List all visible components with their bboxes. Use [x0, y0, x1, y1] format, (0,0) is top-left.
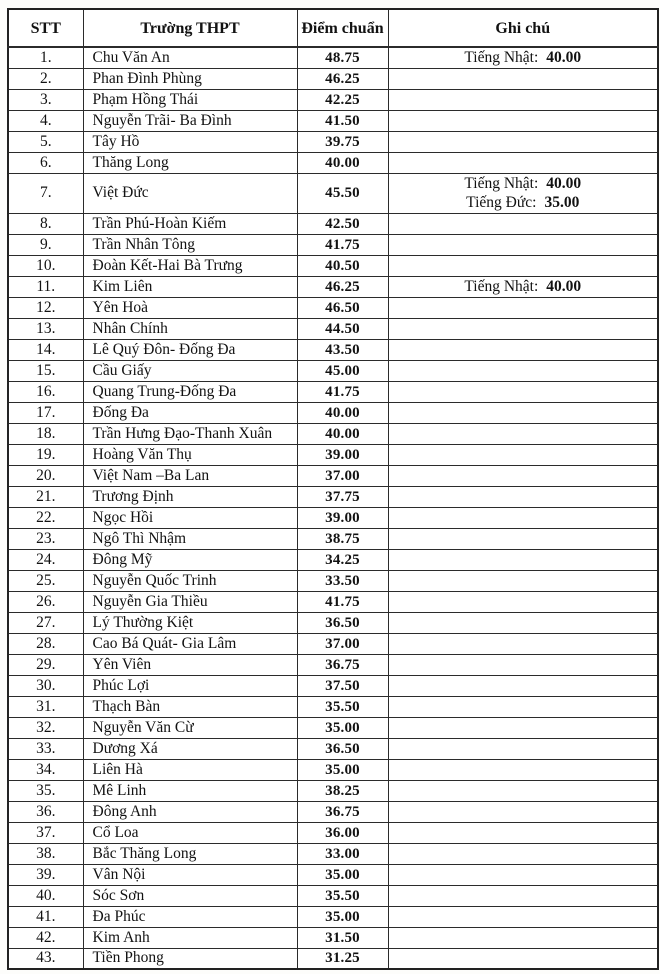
- table-row: [8, 131, 658, 152]
- cell-school: Quang Trung-Đống Đa: [83, 381, 297, 402]
- cell-score: 38.75: [297, 528, 388, 549]
- cell-school: Liên Hà: [83, 759, 297, 780]
- cell-school: Trần Phú-Hoàn Kiếm: [83, 213, 297, 234]
- cell-stt: 41.: [8, 906, 83, 927]
- table-row: [8, 612, 658, 633]
- cell-note: [388, 360, 658, 381]
- cell-note: [388, 213, 658, 234]
- table-body: [8, 47, 658, 969]
- cell-note: [388, 465, 658, 486]
- column-header-school: Trường THPT: [83, 9, 297, 47]
- cell-stt: 7.: [8, 173, 83, 213]
- cell-score: 39.00: [297, 507, 388, 528]
- cell-school: Nguyễn Văn Cừ: [83, 717, 297, 738]
- cell-note: [388, 864, 658, 885]
- cell-stt: 19.: [8, 444, 83, 465]
- cell-score: 45.50: [297, 173, 388, 213]
- cell-note: [388, 507, 658, 528]
- table-row: [8, 276, 658, 297]
- cell-note: [388, 570, 658, 591]
- cell-score: 33.00: [297, 843, 388, 864]
- note-line: [391, 48, 656, 67]
- table-row: [8, 255, 658, 276]
- cell-note: [388, 738, 658, 759]
- note-value: 40.00: [546, 278, 582, 295]
- admission-scores-table: [7, 8, 659, 970]
- cell-stt: 2.: [8, 68, 83, 89]
- table-row: [8, 927, 658, 948]
- cell-note: [388, 927, 658, 948]
- cell-stt: 6.: [8, 152, 83, 173]
- cell-stt: 21.: [8, 486, 83, 507]
- cell-note: [388, 173, 658, 213]
- cell-stt: 20.: [8, 465, 83, 486]
- note-label: Tiếng Nhật:: [464, 278, 539, 295]
- cell-stt: 11.: [8, 276, 83, 297]
- table-row: [8, 864, 658, 885]
- cell-school: Cao Bá Quát- Gia Lâm: [83, 633, 297, 654]
- cell-score: 39.75: [297, 131, 388, 152]
- note-line: [391, 193, 656, 212]
- table-row: [8, 152, 658, 173]
- cell-note: [388, 948, 658, 969]
- cell-score: 33.50: [297, 570, 388, 591]
- cell-stt: 28.: [8, 633, 83, 654]
- table-row: [8, 843, 658, 864]
- cell-score: 41.75: [297, 381, 388, 402]
- cell-school: Thăng Long: [83, 152, 297, 173]
- cell-score: 40.50: [297, 255, 388, 276]
- column-header-stt: STT: [8, 9, 83, 47]
- cell-school: Nguyễn Trãi- Ba Đình: [83, 110, 297, 131]
- table-row: [8, 465, 658, 486]
- table-row: [8, 948, 658, 969]
- table-row: [8, 591, 658, 612]
- table-row: [8, 780, 658, 801]
- column-header-note: Ghi chú: [388, 9, 658, 47]
- cell-score: 35.00: [297, 759, 388, 780]
- cell-score: 37.75: [297, 486, 388, 507]
- cell-school: Việt Đức: [83, 173, 297, 213]
- cell-stt: 9.: [8, 234, 83, 255]
- cell-score: 46.50: [297, 297, 388, 318]
- cell-stt: 5.: [8, 131, 83, 152]
- cell-stt: 27.: [8, 612, 83, 633]
- cell-stt: 1.: [8, 47, 83, 68]
- cell-school: Thạch Bàn: [83, 696, 297, 717]
- cell-school: Lê Quý Đôn- Đống Đa: [83, 339, 297, 360]
- note-label: Tiếng Nhật:: [464, 175, 539, 192]
- table-row: [8, 549, 658, 570]
- cell-note: [388, 654, 658, 675]
- cell-note: [388, 675, 658, 696]
- cell-score: 46.25: [297, 68, 388, 89]
- cell-school: Vân Nội: [83, 864, 297, 885]
- cell-stt: 37.: [8, 822, 83, 843]
- cell-school: Cổ Loa: [83, 822, 297, 843]
- table-row: [8, 717, 658, 738]
- cell-score: 34.25: [297, 549, 388, 570]
- cell-school: Đông Anh: [83, 801, 297, 822]
- cell-note: [388, 528, 658, 549]
- cell-score: 37.00: [297, 633, 388, 654]
- table-row: [8, 885, 658, 906]
- cell-score: 42.25: [297, 89, 388, 110]
- cell-score: 39.00: [297, 444, 388, 465]
- cell-score: 38.25: [297, 780, 388, 801]
- cell-school: Nguyễn Quốc Trinh: [83, 570, 297, 591]
- cell-note: [388, 276, 658, 297]
- cell-school: Phan Đình Phùng: [83, 68, 297, 89]
- cell-note: [388, 612, 658, 633]
- cell-note: [388, 110, 658, 131]
- cell-stt: 24.: [8, 549, 83, 570]
- cell-school: Đa Phúc: [83, 906, 297, 927]
- table-row: [8, 444, 658, 465]
- cell-score: 35.50: [297, 885, 388, 906]
- cell-note: [388, 234, 658, 255]
- cell-school: Nguyễn Gia Thiều: [83, 591, 297, 612]
- cell-school: Bắc Thăng Long: [83, 843, 297, 864]
- cell-score: 35.50: [297, 696, 388, 717]
- cell-stt: 42.: [8, 927, 83, 948]
- cell-school: Việt Nam –Ba Lan: [83, 465, 297, 486]
- cell-stt: 12.: [8, 297, 83, 318]
- cell-stt: 26.: [8, 591, 83, 612]
- cell-note: [388, 759, 658, 780]
- cell-score: 36.50: [297, 612, 388, 633]
- cell-score: 46.25: [297, 276, 388, 297]
- cell-note: [388, 822, 658, 843]
- table-row: [8, 675, 658, 696]
- cell-stt: 29.: [8, 654, 83, 675]
- cell-school: Nhân Chính: [83, 318, 297, 339]
- cell-stt: 25.: [8, 570, 83, 591]
- cell-stt: 13.: [8, 318, 83, 339]
- table-row: [8, 47, 658, 68]
- cell-score: 43.50: [297, 339, 388, 360]
- table-row: [8, 402, 658, 423]
- cell-note: [388, 696, 658, 717]
- cell-note: [388, 444, 658, 465]
- cell-score: 37.00: [297, 465, 388, 486]
- cell-note: [388, 152, 658, 173]
- cell-stt: 18.: [8, 423, 83, 444]
- cell-stt: 23.: [8, 528, 83, 549]
- table-row: [8, 822, 658, 843]
- note-value: 40.00: [546, 49, 582, 67]
- cell-stt: 22.: [8, 507, 83, 528]
- cell-stt: 17.: [8, 402, 83, 423]
- cell-school: Chu Văn An: [83, 47, 297, 68]
- table-row: [8, 759, 658, 780]
- cell-note: [388, 297, 658, 318]
- cell-school: Trương Định: [83, 486, 297, 507]
- cell-note: [388, 885, 658, 906]
- cell-school: Hoàng Văn Thụ: [83, 444, 297, 465]
- cell-school: Yên Hoà: [83, 297, 297, 318]
- cell-note: [388, 318, 658, 339]
- table-row: [8, 234, 658, 255]
- note-line: [391, 174, 656, 193]
- column-header-score: Điểm chuẩn: [297, 9, 388, 47]
- cell-score: 45.00: [297, 360, 388, 381]
- table-row: [8, 297, 658, 318]
- table-row: [8, 318, 658, 339]
- cell-score: 40.00: [297, 402, 388, 423]
- cell-score: 40.00: [297, 423, 388, 444]
- cell-stt: 34.: [8, 759, 83, 780]
- table-row: [8, 738, 658, 759]
- cell-note: [388, 255, 658, 276]
- cell-note: [388, 381, 658, 402]
- table-row: [8, 570, 658, 591]
- cell-score: 36.50: [297, 738, 388, 759]
- cell-school: Kim Anh: [83, 927, 297, 948]
- table-row: [8, 339, 658, 360]
- cell-stt: 33.: [8, 738, 83, 759]
- table-row: [8, 906, 658, 927]
- cell-note: [388, 906, 658, 927]
- cell-score: 35.00: [297, 906, 388, 927]
- cell-stt: 31.: [8, 696, 83, 717]
- cell-note: [388, 131, 658, 152]
- cell-note: [388, 843, 658, 864]
- table-row: [8, 68, 658, 89]
- table-row: [8, 213, 658, 234]
- table-row: [8, 696, 658, 717]
- table-header-row: [8, 9, 658, 47]
- cell-score: 36.75: [297, 654, 388, 675]
- cell-school: Kim Liên: [83, 276, 297, 297]
- cell-score: 41.75: [297, 234, 388, 255]
- cell-score: 36.00: [297, 822, 388, 843]
- cell-stt: 39.: [8, 864, 83, 885]
- cell-note: [388, 47, 658, 68]
- cell-stt: 40.: [8, 885, 83, 906]
- cell-note: [388, 486, 658, 507]
- table-row: [8, 654, 658, 675]
- cell-school: Yên Viên: [83, 654, 297, 675]
- note-line: [391, 277, 656, 296]
- cell-stt: 36.: [8, 801, 83, 822]
- table-row: [8, 173, 658, 213]
- note-value: 35.00: [544, 194, 580, 211]
- cell-note: [388, 339, 658, 360]
- cell-school: Trần Hưng Đạo-Thanh Xuân: [83, 423, 297, 444]
- table-row: [8, 507, 658, 528]
- cell-stt: 32.: [8, 717, 83, 738]
- cell-score: 44.50: [297, 318, 388, 339]
- table-row: [8, 381, 658, 402]
- cell-stt: 15.: [8, 360, 83, 381]
- cell-school: Lý Thường Kiệt: [83, 612, 297, 633]
- cell-stt: 14.: [8, 339, 83, 360]
- cell-school: Phúc Lợi: [83, 675, 297, 696]
- cell-note: [388, 591, 658, 612]
- cell-school: Phạm Hồng Thái: [83, 89, 297, 110]
- cell-note: [388, 717, 658, 738]
- cell-score: 35.00: [297, 864, 388, 885]
- table-row: [8, 423, 658, 444]
- cell-score: 41.75: [297, 591, 388, 612]
- cell-stt: 43.: [8, 948, 83, 969]
- cell-note: [388, 633, 658, 654]
- cell-note: [388, 89, 658, 110]
- cell-score: 48.75: [297, 47, 388, 68]
- cell-stt: 35.: [8, 780, 83, 801]
- cell-note: [388, 780, 658, 801]
- cell-note: [388, 402, 658, 423]
- cell-school: Sóc Sơn: [83, 885, 297, 906]
- cell-note: [388, 68, 658, 89]
- cell-stt: 38.: [8, 843, 83, 864]
- table-row: [8, 633, 658, 654]
- table-row: [8, 801, 658, 822]
- cell-stt: 8.: [8, 213, 83, 234]
- cell-school: Cầu Giấy: [83, 360, 297, 381]
- table-row: [8, 360, 658, 381]
- cell-school: Mê Linh: [83, 780, 297, 801]
- cell-score: 40.00: [297, 152, 388, 173]
- cell-score: 31.50: [297, 927, 388, 948]
- cell-note: [388, 549, 658, 570]
- note-label: Tiếng Đức:: [466, 194, 537, 211]
- note-label: Tiếng Nhật:: [464, 49, 539, 67]
- cell-note: [388, 801, 658, 822]
- cell-note: [388, 423, 658, 444]
- cell-school: Đoàn Kết-Hai Bà Trưng: [83, 255, 297, 276]
- table-row: [8, 486, 658, 507]
- table-row: [8, 528, 658, 549]
- cell-school: Ngọc Hồi: [83, 507, 297, 528]
- cell-score: 31.25: [297, 948, 388, 969]
- cell-stt: 10.: [8, 255, 83, 276]
- cell-school: Đông Mỹ: [83, 549, 297, 570]
- cell-school: Ngô Thì Nhậm: [83, 528, 297, 549]
- cell-school: Đống Đa: [83, 402, 297, 423]
- cell-score: 35.00: [297, 717, 388, 738]
- cell-score: 42.50: [297, 213, 388, 234]
- cell-school: Trần Nhân Tông: [83, 234, 297, 255]
- cell-school: Tây Hồ: [83, 131, 297, 152]
- cell-score: 36.75: [297, 801, 388, 822]
- cell-stt: 3.: [8, 89, 83, 110]
- cell-score: 37.50: [297, 675, 388, 696]
- table-row: [8, 89, 658, 110]
- cell-stt: 16.: [8, 381, 83, 402]
- cell-stt: 30.: [8, 675, 83, 696]
- note-value: 40.00: [546, 175, 582, 192]
- cell-score: 41.50: [297, 110, 388, 131]
- cell-school: Dương Xá: [83, 738, 297, 759]
- cell-school: Tiền Phong: [83, 948, 297, 969]
- table-row: [8, 110, 658, 131]
- cell-stt: 4.: [8, 110, 83, 131]
